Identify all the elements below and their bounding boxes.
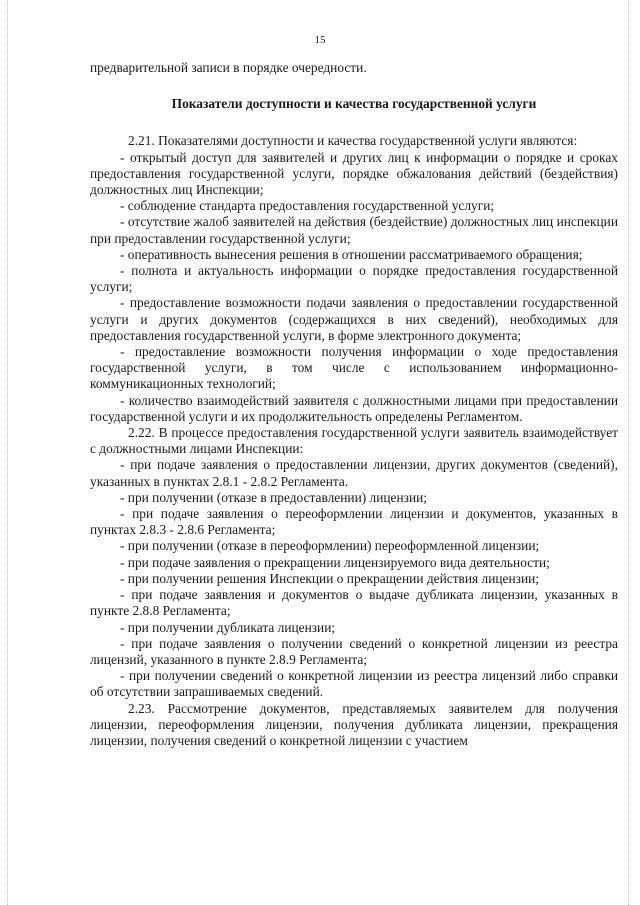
list-item: - полнота и актуальность информации о порядке предоставления государственной услуги; [90, 263, 618, 295]
list-item: - при получении дубликата лицензии; [120, 619, 336, 635]
document-body [90, 60, 618, 749]
list-item: - при подаче заявления о получении сведений о конкретной лицензии из реестра лицензий, указанного в пункте 2.8.9 Регламента; [90, 635, 618, 667]
paragraph-2-22: 2.22. В процессе предоставления государственной услуги заявитель взаимодействует с должностными лицами Инспекции: [90, 425, 618, 457]
list-item: - соблюдение стандарта предоставления государственной услуги; [120, 198, 495, 214]
list-item: - при получении решения Инспекции о прекращении действия лицензии; [120, 570, 540, 586]
scan-edge-left [7, 0, 8, 905]
list-item: - при подаче заявления и документов о выдаче дубликата лицензии, указанных в пункте 2.8.8 Регламента; [90, 587, 618, 619]
list-item: - оперативность вынесения решения в отношении рассматриваемого обращения; [120, 246, 583, 262]
list-item: - при подаче заявления о прекращении лицензируемого вида деятельности; [120, 554, 550, 570]
list-item: - при получении (отказе в переоформлении) переоформленной лицензии; [120, 538, 540, 554]
list-item: - отсутствие жалоб заявителей на действия (бездействие) должностных лиц инспекции при предоставлении государственной услуги; [90, 214, 618, 246]
paragraph-2-23: 2.23. Рассмотрение документов, представляемых заявителем для получения лицензии, переоформления лицензии, получения дубликата лицензии, прекращения лицензии, получения сведений о конкретной лицензии с участием [90, 700, 618, 748]
list-item: - при подаче заявления о предоставлении лицензии, других документов (сведений), указанных в пунктах 2.8.1 - 2.8.2 Регламента. [90, 457, 618, 489]
list-item: - количество взаимодействий заявителя с должностными лицами при предоставлении государственной услуги и их продолжительность определены Регламентом. [90, 392, 618, 424]
list-item: - открытый доступ для заявителей и других лиц к информации о порядке и сроках предоставления государственной услуги, порядке обжалования действий (бездействия) должностных лиц Инспекции; [90, 149, 618, 198]
lead-line: предварительной записи в порядке очередности. [90, 60, 367, 75]
section-heading: Показатели доступности и качества государственной услуги [171, 96, 537, 112]
list-item: - при получении сведений о конкретной лицензии из реестра лицензий либо справки об отсутствии запрашиваемых сведений. [90, 668, 618, 700]
page-number: 15 [314, 34, 326, 46]
scan-edge-right [628, 0, 629, 905]
list-item: - предоставление возможности подачи заявления о предоставлении государственной услуги и других документов (содержащихся в них сведений), необходимых для предоставления государственной услуги, в форме электронного документа; [90, 295, 618, 343]
list-item: - предоставление возможности получения информации о ходе предоставления государственной услуги, в том числе с использованием информационно-коммуникационных технологий; [90, 344, 618, 392]
list-item: - при подаче заявления о переоформлении лицензии и документов, указанных в пунктах 2.8.3 - 2.8.6 Регламента; [90, 506, 618, 538]
paragraph-2-21: 2.21. Показателями доступности и качества государственной услуги являются: [128, 133, 578, 149]
list-item: - при получении (отказе в предоставлении) лицензии; [120, 489, 428, 505]
